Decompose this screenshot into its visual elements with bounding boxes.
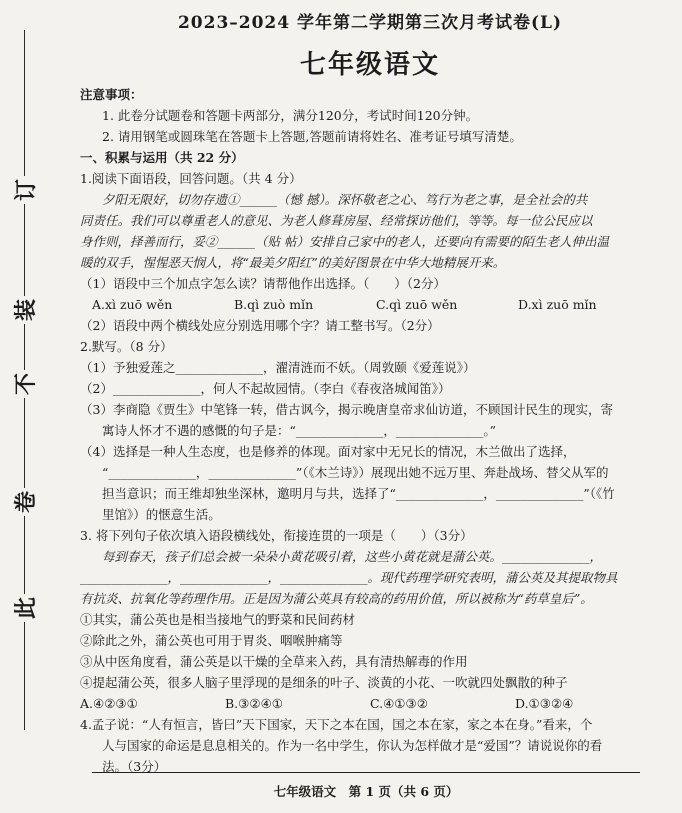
notice-item: 1. 此卷分试题卷和答题卡两部分，满分120分，考试时间120分钟。 xyxy=(102,108,479,123)
option-b: B.qì zuò mǐn xyxy=(234,297,314,312)
option-c: C.④①③② xyxy=(370,696,428,711)
question-stem: 1.阅读下面语段，回答问题。（共 4 分） xyxy=(80,171,302,186)
question-text: 法。（3分） xyxy=(102,759,167,774)
sentence-item: ①其实，蒲公英也是相当接地气的野菜和民间药材 xyxy=(80,612,356,627)
exam-title: 2023–2024 学年第二学期第三次月考试卷(L) xyxy=(177,13,563,33)
passage-line: 暖的双手，惺惺恶天悯人，将“最美夕阳红”的美好图景在中华大地精展开来。 xyxy=(80,255,506,270)
option-a: A.④②③① xyxy=(80,696,138,711)
dictation-line: （2）______________，何人不起故园情。（李白《春夜洛城闻笛》） xyxy=(80,381,451,396)
question-stem: 2.默写。（8 分） xyxy=(80,339,173,354)
dictation-line: 里馆》）的惬意生活。 xyxy=(102,507,221,522)
binding-margin xyxy=(0,0,60,813)
dictation-line: “______________，______________”（《木兰诗》）展现出她不远万里、奔赴战场、替父从军的 xyxy=(102,465,609,480)
dictation-line: （4）选择是一种人生态度，也是修养的体现。面对家中无兄长的情况，木兰做出了选择， xyxy=(80,444,576,459)
notice-heading: 注意事项： xyxy=(80,87,143,102)
sentence-item: ③从中医角度看，蒲公英是以干燥的全草来入药，具有清热解毒的作用 xyxy=(80,654,468,669)
question-text: 人与国家的命运是息息相关的。作为一名中学生，你认为怎样做才是“爱国”？请说说你的看 xyxy=(102,738,603,753)
option-b: B.③②④① xyxy=(225,696,283,711)
section-heading: 一、积累与运用（共 22 分） xyxy=(80,150,244,165)
sub-question: （2）语段中两个横线处应分别选用哪个字？请工整书写。（2分） xyxy=(80,318,440,333)
dictation-line: 担当意识；而王维却独坐深林，邀明月与共，选择了“______________，______________”（《竹 xyxy=(102,486,615,501)
sentence-item: ④提起蒲公英，很多人脑子里浮现的是细条的叶子、淡黄的小花、一吹就四处飘散的种子 xyxy=(80,675,568,690)
dictation-line: （3）李商隐《贾生》中笔锋一转，借古讽今，揭示晚唐皇帝求仙访道，不顾国计民生的现实，寄 xyxy=(80,402,613,417)
answer-options xyxy=(80,693,660,714)
passage-line: 夕阳无限好，切勿存遗①______（憾 撼）。深怀敬老之心、笃行为老之事，是全社会的共 xyxy=(102,192,588,207)
option-d: D.xì zuō mǐn xyxy=(518,297,597,312)
dictation-line: （1）予独爱莲之______________，濯清涟而不妖。（周敦颐《爱莲说》） xyxy=(80,360,476,375)
question-stem: 3. 将下列句子依次填入语段横线处，衔接连贯的一项是（ ）（3分） xyxy=(80,528,473,543)
passage-line: 身作则，择善而行，妥②______（贴 帖）安排自己家中的老人，还要向有需要的陌生老人伸出温 xyxy=(80,234,609,249)
binding-char-bu: 不 xyxy=(10,370,38,398)
passage-line: 每到春天，孩子们总会被一朵朵小黄花吸引着，这些小黄花就是蒲公英。______________， xyxy=(102,549,603,564)
passage-line: 有抗炎、抗氧化等药理作用。正是因为蒲公英具有较高的药用价值，所以被称为“药草皇后”。 xyxy=(80,591,593,606)
notice-item: 2. 请用钢笔或圆珠笔在答题卡上答题,答题前请将姓名、准考证号填写清楚。 xyxy=(102,129,522,144)
binding-char-zhuang: 装 xyxy=(10,296,38,324)
passage-line: 同责任。我们可以尊重老人的意见、为老人修葺房屋、经常探访他们，等等。每一位公民应以 xyxy=(80,213,593,228)
exam-content xyxy=(80,84,660,777)
question-stem: 4.孟子说：“人有恒言，皆曰”天下国家，天下之本在国，国之本在家，家之本在身。”看来，个 xyxy=(80,717,593,732)
passage-line: ______________，______________，______________。现代药理学研究表明，蒲公英及其提取物具 xyxy=(80,570,618,585)
binding-char-ding: 订 xyxy=(10,176,38,204)
option-a: A.xì zuō wěn xyxy=(92,297,173,312)
sub-question: （1）语段中三个加点字怎么读？请帮他作出选择。（ ）（2分） xyxy=(80,276,446,291)
option-d: D.①③②④ xyxy=(515,696,574,711)
footer-rule xyxy=(92,772,640,773)
page-footer: 七年级语文 第 1 页（共 6 页） xyxy=(273,784,459,799)
subject-title: 七年级语文 xyxy=(299,50,440,80)
binding-char-ci: 此 xyxy=(10,594,38,622)
answer-options xyxy=(80,294,660,315)
sentence-item: ②除此之外，蒲公英也可用于胃炎、咽喉肿痛等 xyxy=(80,633,343,648)
option-c: C.qì zuō wěn xyxy=(376,297,458,312)
dictation-line: 寓诗人怀才不遇的感慨的句子是：“______________，______________。” xyxy=(102,423,497,438)
binding-char-juan: 卷 xyxy=(10,488,38,516)
